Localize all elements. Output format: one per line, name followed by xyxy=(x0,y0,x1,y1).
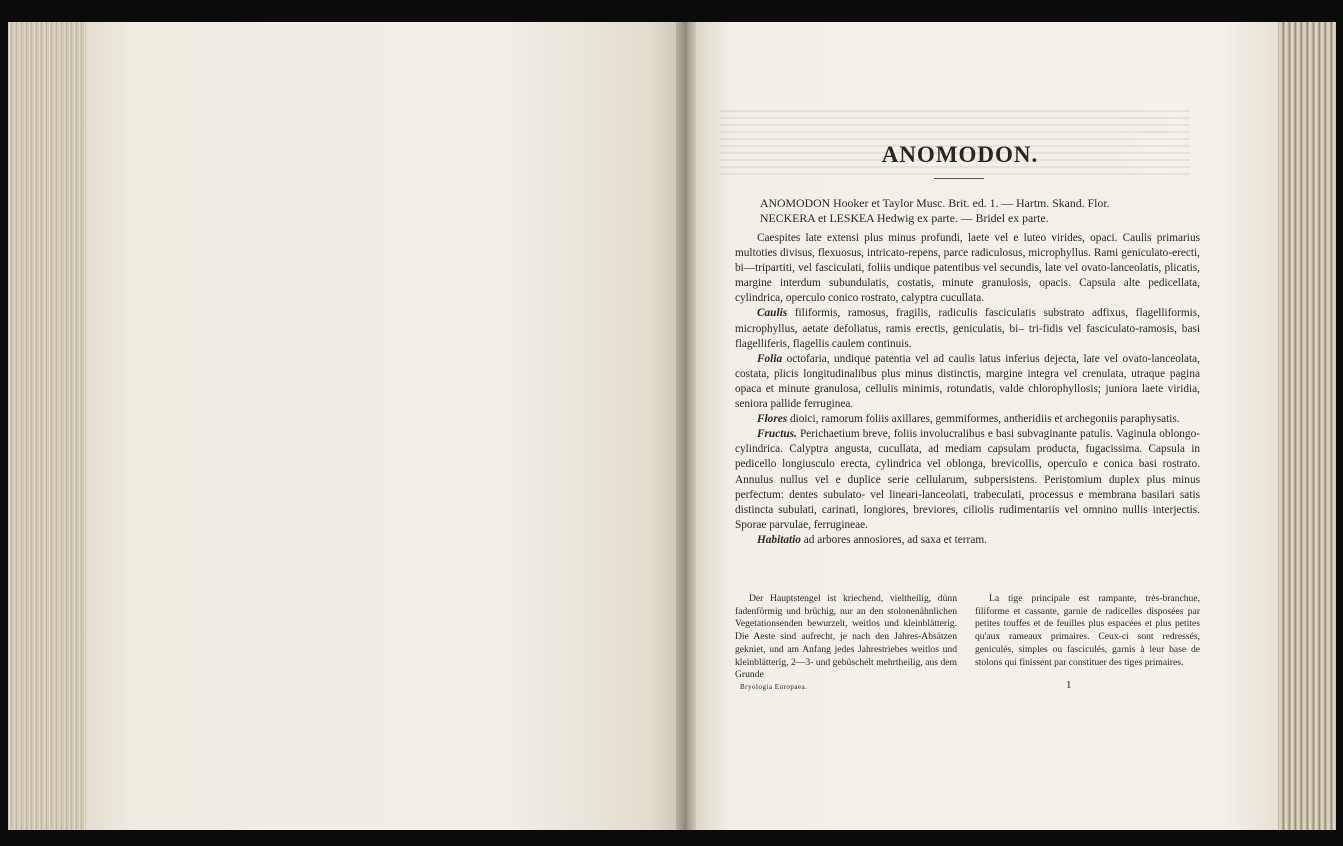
folia-paragraph xyxy=(735,352,1200,412)
german-column xyxy=(735,593,957,682)
flores-paragraph xyxy=(735,412,1200,427)
title-rule xyxy=(934,178,984,179)
page-title: ANOMODON. xyxy=(881,142,1039,167)
left-page-blank xyxy=(86,22,686,830)
folia-heading: Folia xyxy=(757,352,783,365)
signature-mark: Bryologia Europaea. xyxy=(740,683,808,691)
left-page-edges xyxy=(8,22,90,830)
fructus-heading: Fructus. xyxy=(757,428,797,441)
caulis-text: filiformis, ramosus, fragilis, radiculis fasciculatis substrato adfixus, flagelliformis, microphyllus, aetate defoliatus, ramis erectis, geniculatis, bi– tri-fidis vel fasciculato-ramosis, basi flagelliferis, flagellis caulem continuis. xyxy=(735,307,1200,350)
fructus-paragraph xyxy=(735,427,1200,533)
french-paragraph: La tige principale est rampante, très-branchue, filiforme et cassante, garnie de radicelles disposées par petites touffes et de feuilles plus espacées et plus petites qu'aux rameaux primaires. Ceux-ci sont redressés, geniculés, simples ou fasciculés, garnis à leur base de stolons qui finissent par constituer des tiges primaires. xyxy=(975,593,1200,668)
latin-description xyxy=(735,231,1200,548)
flores-text: dioici, ramorum foliis axillares, gemmiformes, antheridiis et archegoniis paraphysatis. xyxy=(787,413,1180,426)
german-paragraph: Der Hauptstengel ist kriechend, vieltheilig, dünn fadenförmig und brüchig, nur an den stolonenähnlichen Vegetationsenden bewurzelt, weitlos und kleinblätterig. Die Aeste sind aufrecht, je nach den Jahres-Absätzen gekniet, und am Anfang jedes Jahrestriebes weitlos und kleinblätterig, 2—3- und gebüschelt mehrtheilig, aus dem Grunde xyxy=(735,593,957,681)
habitatio-text: ad arbores annosiores, ad saxa et terram. xyxy=(800,533,987,546)
habitatio-paragraph xyxy=(735,533,1200,548)
book-gutter xyxy=(676,22,698,830)
synonym-line: NECKERA et LESKEA Hedwig ex parte. — Bridel ex parte. xyxy=(760,211,1049,225)
caulis-heading: Caulis xyxy=(757,307,788,320)
intro-paragraph: Caespites late extensi plus minus profundi, laete vel e luteo virides, opaci. Caulis primarius multoties divisus, flexuosus, intricato-repens, parce radiculosus, microphyllus. Rami geniculato-erecti, bi—tripartiti, vel fasciculati, foliis undique patentibus vel secundis, late vel ovato-lanceolatis, plicatis, margine interdum subundulatis, costatis, minute granulosis, opacis. Capsula alte pedicellata, cylindrica, operculo conico rostrato, calyptra cucullata. xyxy=(735,232,1200,305)
french-column xyxy=(975,593,1200,669)
caulis-paragraph xyxy=(735,306,1200,351)
synonym-line: ANOMODON Hooker et Taylor Musc. Brit. ed. 1. — Hartm. Skand. Flor. xyxy=(760,196,1110,210)
fructus-text: Perichaetium breve, foliis involucralibus e basi subvaginante patulis. Vaginula oblongo-cylindrica. Calyptra angusta, cucullata, ad mediam capsulam producta, fugacissima. Capsula in pedicello longiusculo erecta, cylindrica vel oblonga, brevicollis, operculo e conica basi rostrato. Annulus nullus vel e duplice serie cellularum, subpersistens. Peristomium duplex plus minus perfectum: dentes subulato- vel lineari-lanceolati, trabeculati, processus e membrana basilari satis distincta subulati, carinati, longiores, breviores, ciliolis rudimentariis vel omnino nullis interjectis. Sporae parvulae, ferrugineae. xyxy=(735,428,1200,531)
synonymy-block xyxy=(760,196,1200,226)
right-page-edges xyxy=(1278,22,1336,830)
habitatio-heading: Habitatio xyxy=(757,533,801,546)
folia-text: octofaria, undique patentia vel ad caulis latus inferius dejecta, late vel ovato-lanceolata, costata, plicis longitudinalibus plus minus distinctis, margine integra vel crenulata, utraque pagina opaca et minute granulosa, cellulis minimis, rotundatis, valde chlorophyllosis; juniora laete viridia, seniora pallide ferruginea. xyxy=(735,352,1200,411)
page-number: 1 xyxy=(1066,679,1072,691)
flores-heading: Flores xyxy=(757,413,788,426)
